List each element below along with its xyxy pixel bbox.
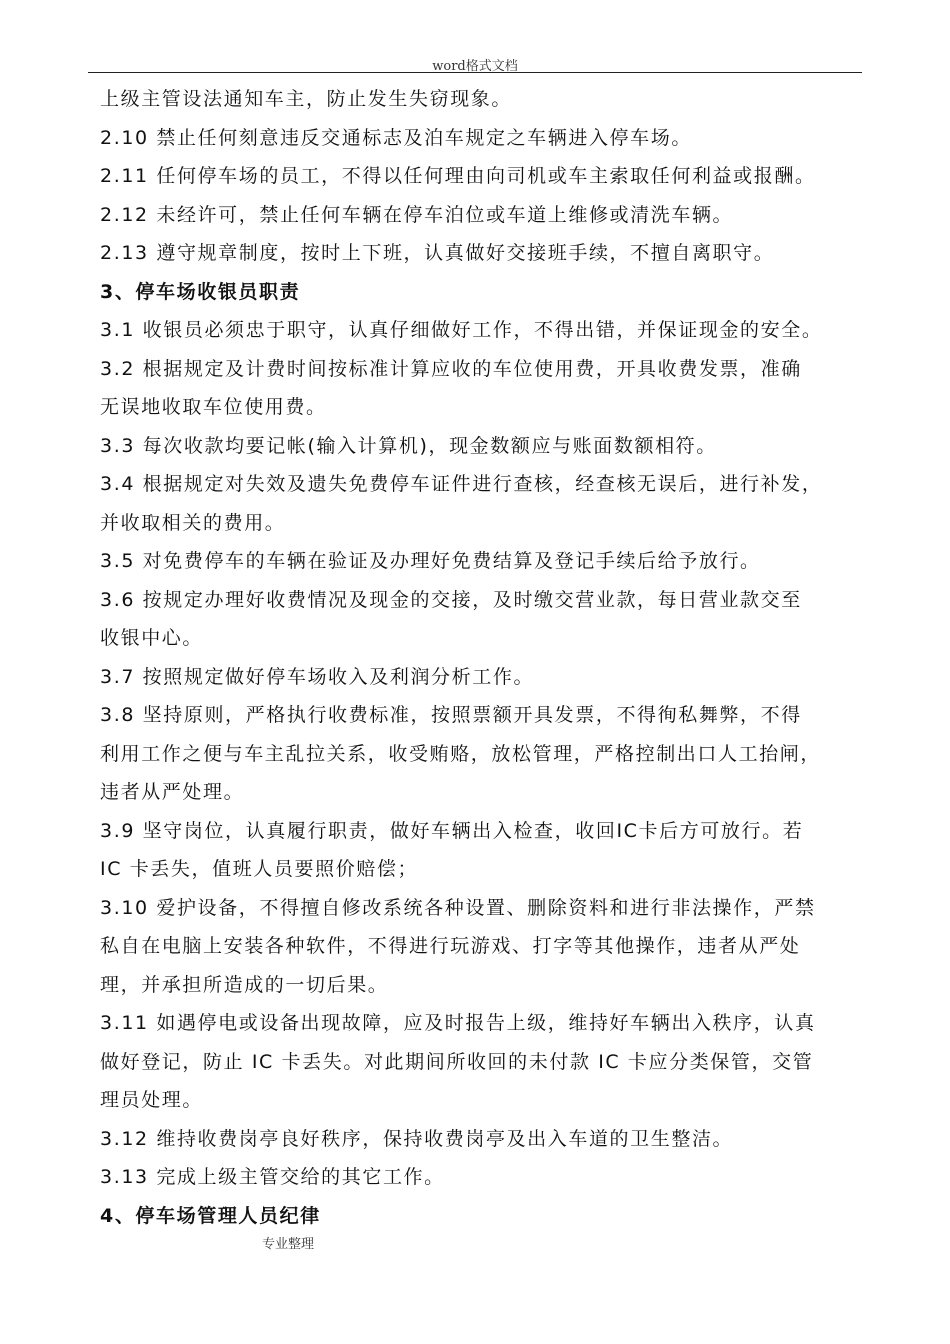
text-line: 无误地收取车位使用费。: [100, 396, 327, 418]
text-line: 理，并承担所造成的一切后果。: [100, 973, 389, 996]
text-line: 理员处理。: [100, 1089, 204, 1111]
text-line: 3.3 每次收款均要记帐(输入计算机)，现金数额应与账面数额相符。: [100, 434, 717, 457]
text-line: IC 卡丢失，值班人员要照价赔偿；: [100, 858, 419, 880]
text-line: 并收取相关的费用。: [100, 511, 286, 534]
document-body: [100, 80, 868, 1235]
text-line: 3.11 如遇停电或设备出现故障，应及时报告上级，维持好车辆出入秩序，认真: [100, 1012, 816, 1034]
text-line: 收银中心。: [100, 627, 204, 649]
text-line: 3.2 根据规定及计费时间按标准计算应收的车位使用费，开具收费发票，准确: [100, 357, 802, 380]
text-line: 3.10 爱护设备，不得擅自修改系统各种设置、删除资料和进行非法操作，严禁: [100, 896, 816, 919]
text-line: 利用工作之便与车主乱拉关系，收受贿赂，放松管理，严格控制出口人工抬闸，: [100, 742, 822, 765]
header-divider: [88, 72, 862, 73]
text-line: 2.13 遵守规章制度，按时上下班，认真做好交接班手续，不擅自离职守。: [100, 242, 775, 264]
text-line: 3.9 坚守岗位，认真履行职责，做好车辆出入检查，收回IC卡后方可放行。若: [100, 819, 804, 842]
text-line: 3.4 根据规定对失效及遗失免费停车证件进行查核，经查核无误后，进行补发，: [100, 473, 823, 495]
text-line: 3.8 坚持原则，严格执行收费标准，按照票额开具发票，不得徇私舞弊，不得: [100, 704, 802, 726]
text-line: 2.11 任何停车场的员工，不得以任何理由向司机或车主索取任何利益或报酬。: [100, 165, 816, 187]
text-line: 3.1 收银员必须忠于职守，认真仔细做好工作，不得出错，并保证现金的安全。: [100, 319, 823, 341]
page-footer: 专业整理: [262, 1237, 315, 1252]
text-line: 2.10 禁止任何刻意违反交通标志及泊车规定之车辆进入停车场。: [100, 126, 692, 149]
text-line: 做好登记，防止 IC 卡丢失。对此期间所收回的未付款 IC 卡应分类保管，交管: [100, 1050, 814, 1073]
text-line: 3.12 维持收费岗亭良好秩序，保持收费岗亭及出入车道的卫生整洁。: [100, 1127, 734, 1150]
text-line: 3.13 完成上级主管交给的其它工作。: [100, 1166, 445, 1188]
text-line: 3.6 按规定办理好收费情况及现金的交接，及时缴交营业款，每日营业款交至: [100, 588, 802, 611]
text-line: 上级主管设法通知车主，防止发生失窃现象。: [100, 88, 513, 110]
section-heading: 4、停车场管理人员纪律: [100, 1204, 321, 1227]
text-line: 私自在电脑上安装各种软件，不得进行玩游戏、打字等其他操作，违者从严处: [100, 935, 801, 957]
text-line: 3.7 按照规定做好停车场收入及利润分析工作。: [100, 665, 535, 688]
text-line: 2.12 未经许可，禁止任何车辆在停车泊位或车道上维修或清洗车辆。: [100, 203, 734, 226]
section-heading: 3、停车场收银员职责: [100, 280, 301, 303]
page-header: word格式文档: [432, 59, 518, 74]
text-line: 3.5 对免费停车的车辆在验证及办理好免费结算及登记手续后给予放行。: [100, 550, 761, 572]
text-line: 违者从严处理。: [100, 781, 245, 803]
